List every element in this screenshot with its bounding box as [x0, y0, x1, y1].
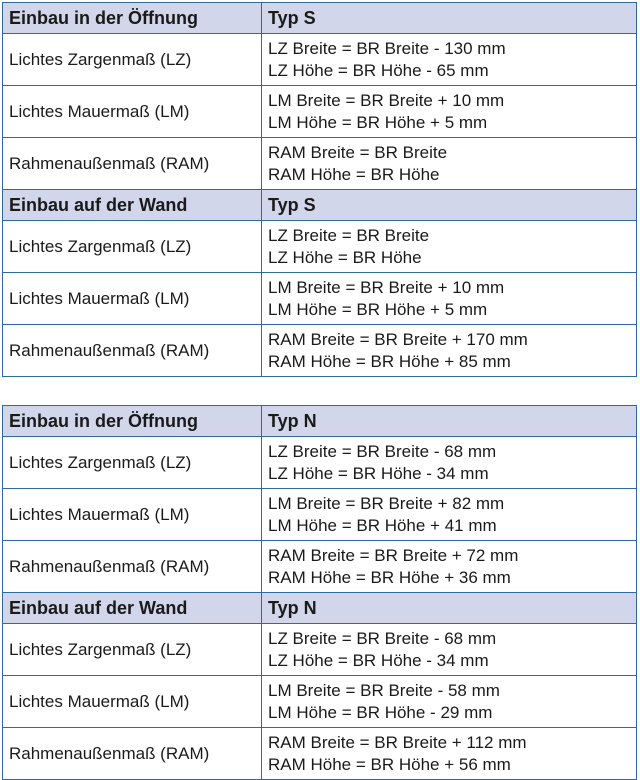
row-label: Rahmenaußenmaß (RAM)	[3, 728, 262, 780]
row-label: Lichtes Mauermaß (LM)	[3, 86, 262, 138]
table-row	[3, 221, 637, 273]
formula-width: LM Breite = BR Breite - 58 mm	[268, 680, 500, 700]
formula-width: RAM Breite = BR Breite + 72 mm	[268, 545, 519, 565]
row-formula	[262, 221, 637, 273]
formula-width: LZ Breite = BR Breite	[268, 225, 430, 245]
section-header-label: Einbau auf der Wand	[3, 593, 262, 624]
table-row	[3, 138, 637, 190]
formula-height: LM Höhe = BR Höhe + 5 mm	[268, 112, 488, 132]
row-label: Lichtes Mauermaß (LM)	[3, 676, 262, 728]
formula-height: LM Höhe = BR Höhe - 29 mm	[268, 702, 493, 722]
formula-width: LZ Breite = BR Breite - 68 mm	[268, 441, 497, 461]
section-header	[3, 190, 637, 221]
row-formula	[262, 34, 637, 86]
table-row	[3, 325, 637, 377]
formula-width: LM Breite = BR Breite + 10 mm	[268, 277, 505, 297]
row-label: Lichtes Zargenmaß (LZ)	[3, 437, 262, 489]
section-header	[3, 406, 637, 437]
formula-height: LZ Höhe = BR Höhe - 34 mm	[268, 650, 489, 670]
formula-height: RAM Höhe = BR Höhe + 85 mm	[268, 351, 511, 371]
section-header-label: Einbau in der Öffnung	[3, 3, 262, 34]
section-header-label: Einbau auf der Wand	[3, 190, 262, 221]
row-label: Lichtes Mauermaß (LM)	[3, 489, 262, 541]
section-header-type: Typ S	[262, 3, 637, 34]
row-label: Lichtes Zargenmaß (LZ)	[3, 624, 262, 676]
formula-height: RAM Höhe = BR Höhe + 56 mm	[268, 754, 511, 774]
section-header-label: Einbau in der Öffnung	[3, 406, 262, 437]
table-row	[3, 541, 637, 593]
section-header-type: Typ S	[262, 190, 637, 221]
row-formula	[262, 325, 637, 377]
table-row	[3, 437, 637, 489]
formula-height: RAM Höhe = BR Höhe + 36 mm	[268, 567, 511, 587]
row-formula	[262, 541, 637, 593]
formula-width: LM Breite = BR Breite + 10 mm	[268, 90, 505, 110]
formula-width: LZ Breite = BR Breite - 130 mm	[268, 38, 506, 58]
table-row	[3, 273, 637, 325]
row-label: Rahmenaußenmaß (RAM)	[3, 541, 262, 593]
formula-height: LM Höhe = BR Höhe + 41 mm	[268, 515, 497, 535]
formula-width: RAM Breite = BR Breite + 170 mm	[268, 329, 528, 349]
row-label: Lichtes Zargenmaß (LZ)	[3, 34, 262, 86]
table-row	[3, 34, 637, 86]
section-header-type: Typ N	[262, 593, 637, 624]
table-row	[3, 86, 637, 138]
row-formula	[262, 624, 637, 676]
formula-height: LZ Höhe = BR Höhe	[268, 247, 422, 267]
formula-width: RAM Breite = BR Breite	[268, 142, 448, 162]
formula-width: LZ Breite = BR Breite - 68 mm	[268, 628, 497, 648]
row-label: Lichtes Mauermaß (LM)	[3, 273, 262, 325]
row-label: Lichtes Zargenmaß (LZ)	[3, 221, 262, 273]
table-row	[3, 624, 637, 676]
typ-s-table	[2, 2, 637, 377]
row-formula	[262, 676, 637, 728]
formula-height: LZ Höhe = BR Höhe - 34 mm	[268, 463, 489, 483]
typ-n-table	[2, 405, 637, 780]
formula-height: LM Höhe = BR Höhe + 5 mm	[268, 299, 488, 319]
row-formula	[262, 489, 637, 541]
formula-height: RAM Höhe = BR Höhe	[268, 164, 440, 184]
table-row	[3, 489, 637, 541]
table-row	[3, 728, 637, 780]
row-formula	[262, 437, 637, 489]
row-formula	[262, 138, 637, 190]
row-label: Rahmenaußenmaß (RAM)	[3, 138, 262, 190]
row-formula	[262, 273, 637, 325]
formula-width: RAM Breite = BR Breite + 112 mm	[268, 732, 527, 752]
table-row	[3, 676, 637, 728]
formula-height: LZ Höhe = BR Höhe - 65 mm	[268, 60, 489, 80]
row-formula	[262, 728, 637, 780]
section-header-type: Typ N	[262, 406, 637, 437]
row-label: Rahmenaußenmaß (RAM)	[3, 325, 262, 377]
formula-width: LM Breite = BR Breite + 82 mm	[268, 493, 505, 513]
section-header	[3, 3, 637, 34]
row-formula	[262, 86, 637, 138]
section-header	[3, 593, 637, 624]
